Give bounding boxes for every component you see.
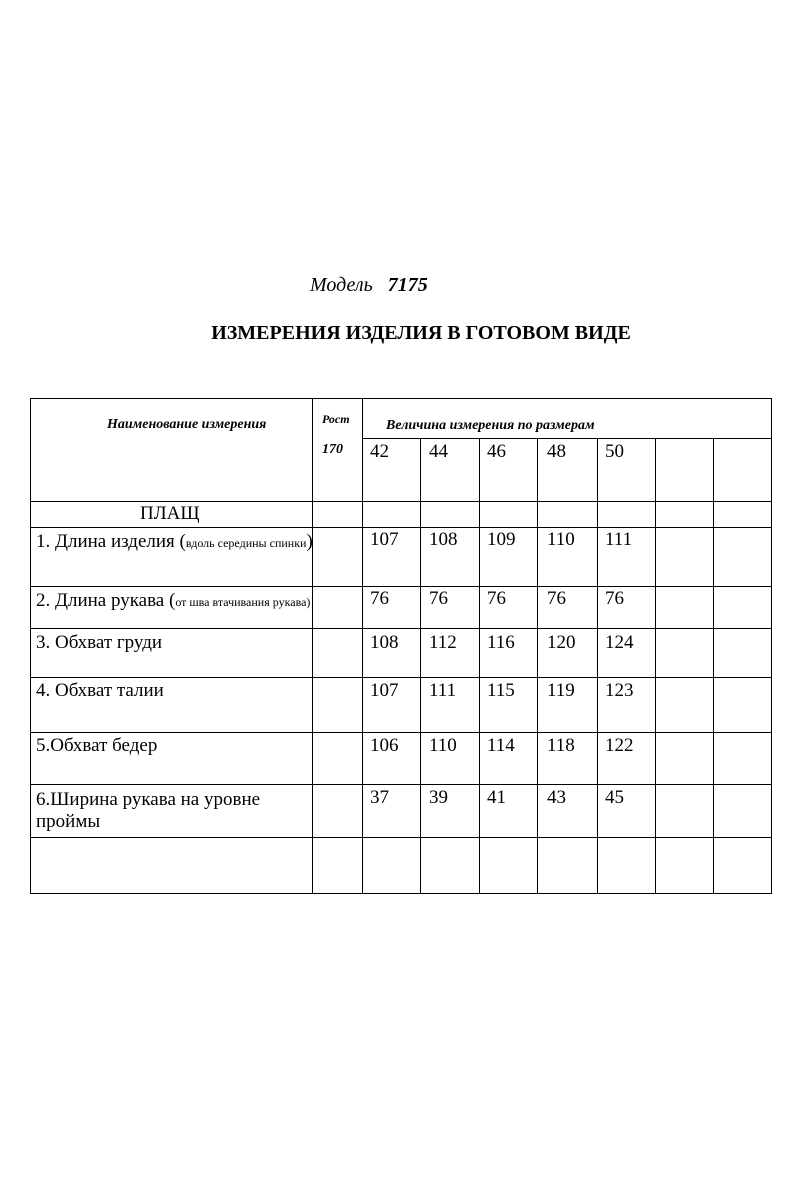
rule-header bbox=[30, 501, 772, 502]
value-cell: 124 bbox=[605, 632, 634, 653]
value-cell: 76 bbox=[487, 588, 506, 609]
value-cell: 39 bbox=[429, 787, 448, 808]
col-rule-48 bbox=[597, 438, 598, 894]
value-cell: 41 bbox=[487, 787, 506, 808]
value-cell: 108 bbox=[370, 632, 399, 653]
rule-row4 bbox=[30, 732, 772, 733]
model-label: Модель bbox=[310, 274, 373, 296]
size-header: 44 bbox=[429, 441, 448, 462]
value-cell: 119 bbox=[547, 680, 575, 701]
value-cell: 112 bbox=[429, 632, 457, 653]
value-cell: 76 bbox=[605, 588, 624, 609]
value-cell: 106 bbox=[370, 735, 399, 756]
col-rule-44 bbox=[479, 438, 480, 894]
header-height-value: 170 bbox=[322, 442, 343, 457]
row-label: 4. Обхват талии bbox=[36, 680, 164, 701]
value-cell: 118 bbox=[547, 735, 575, 756]
value-cell: 43 bbox=[547, 787, 566, 808]
value-cell: 115 bbox=[487, 680, 515, 701]
header-sizes-caption: Величина измерения по размерам bbox=[386, 418, 595, 433]
value-cell: 111 bbox=[429, 680, 457, 701]
document-title: ИЗМЕРЕНИЯ ИЗДЕЛИЯ В ГОТОВОМ ВИДЕ bbox=[211, 322, 631, 344]
value-cell: 107 bbox=[370, 529, 399, 550]
rule-row3 bbox=[30, 677, 772, 678]
col-rule-46 bbox=[537, 438, 538, 894]
rule-sizes-caption bbox=[362, 438, 772, 439]
size-header: 50 bbox=[605, 441, 624, 462]
value-cell: 108 bbox=[429, 529, 458, 550]
value-cell: 109 bbox=[487, 529, 516, 550]
row-label: 5.Обхват бедер bbox=[36, 735, 158, 756]
value-cell: 120 bbox=[547, 632, 576, 653]
value-cell: 123 bbox=[605, 680, 634, 701]
value-cell: 37 bbox=[370, 787, 389, 808]
size-header: 42 bbox=[370, 441, 389, 462]
col-rule-42 bbox=[420, 438, 421, 894]
table-border-top bbox=[30, 398, 772, 399]
value-cell: 76 bbox=[429, 588, 448, 609]
col-rule-50 bbox=[655, 438, 656, 894]
model-number: 7175 bbox=[387, 274, 428, 296]
row-label: 2. Длина рукава (от шва втачивания рукава) bbox=[36, 590, 311, 611]
col-rule-name bbox=[312, 398, 313, 894]
rule-section bbox=[30, 527, 772, 528]
value-cell: 110 bbox=[429, 735, 457, 756]
table-border-right bbox=[771, 398, 772, 894]
value-cell: 116 bbox=[487, 632, 515, 653]
size-header: 48 bbox=[547, 441, 566, 462]
table-border-left bbox=[30, 398, 31, 894]
rule-row1 bbox=[30, 586, 772, 587]
col-rule-extra bbox=[713, 438, 714, 894]
row-label: 3. Обхват груди bbox=[36, 632, 163, 653]
value-cell: 76 bbox=[370, 588, 389, 609]
value-cell: 110 bbox=[547, 529, 575, 550]
row-label: 1. Длина изделия (вдоль середины спинки) bbox=[36, 531, 313, 552]
rule-row2 bbox=[30, 628, 772, 629]
size-header: 46 bbox=[487, 441, 506, 462]
value-cell: 45 bbox=[605, 787, 624, 808]
row-label: 6.Ширина рукава на уровне проймы bbox=[36, 789, 261, 832]
rule-row6 bbox=[30, 837, 772, 838]
value-cell: 122 bbox=[605, 735, 634, 756]
value-cell: 114 bbox=[487, 735, 515, 756]
rule-row5 bbox=[30, 784, 772, 785]
col-rule-height bbox=[362, 398, 363, 894]
value-cell: 107 bbox=[370, 680, 399, 701]
header-name-column: Наименование измерения bbox=[107, 417, 267, 432]
value-cell: 76 bbox=[547, 588, 566, 609]
header-height-label: Рост bbox=[322, 412, 350, 426]
section-label: ПЛАЩ bbox=[140, 503, 200, 524]
table-border-bottom bbox=[30, 893, 772, 894]
value-cell: 111 bbox=[605, 529, 633, 550]
